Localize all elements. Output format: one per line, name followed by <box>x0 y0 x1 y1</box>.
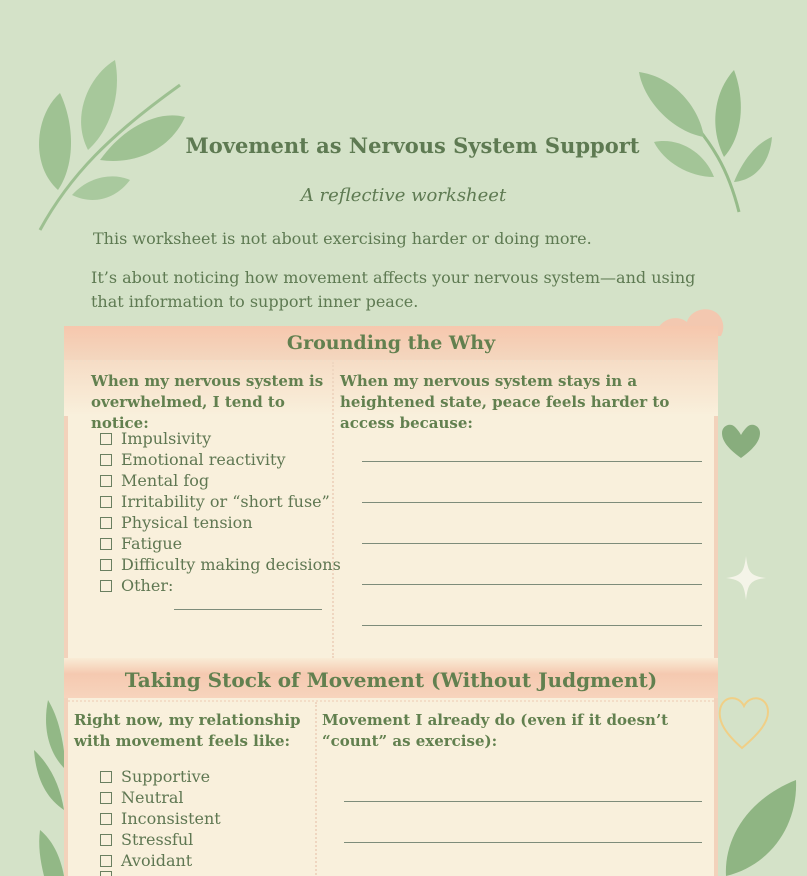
checklist-item[interactable]: Stressful <box>100 829 221 850</box>
checklist-item[interactable]: Neutral <box>100 787 221 808</box>
checklist-item[interactable]: Other: <box>100 575 341 596</box>
intro-paragraph-2: It’s about noticing how movement affects your nervous system—and using that information to support inner peace. <box>91 268 696 311</box>
checkbox[interactable] <box>100 517 112 529</box>
section1-right-heading: When my nervous system stays in a heightened state, peace feels harder to access because: <box>340 372 670 432</box>
intro-paragraph-1: This worksheet is not about exercising harder or doing more. <box>93 229 592 248</box>
section2-left-heading: Right now, my relationship with movement feels like: <box>74 711 301 750</box>
checklist-item[interactable]: Avoidant <box>100 850 221 871</box>
checklist-item[interactable]: Physical tension <box>100 512 341 533</box>
section2-heading-divider <box>68 700 714 702</box>
checklist-item[interactable]: Impulsivity <box>100 428 341 449</box>
other-write-line[interactable] <box>174 609 322 610</box>
sparkle-icon <box>726 556 766 600</box>
green-heart-icon <box>722 424 760 460</box>
checklist-item[interactable]: Fatigue <box>100 533 341 554</box>
answer-line[interactable] <box>344 801 702 802</box>
checkbox[interactable] <box>100 559 112 571</box>
checkbox[interactable] <box>100 855 112 867</box>
page-subtitle: A reflective worksheet <box>300 185 507 206</box>
page-title: Movement as Nervous System Support <box>185 133 640 158</box>
checkbox[interactable] <box>100 771 112 783</box>
section2-column-divider <box>315 702 317 876</box>
checkbox[interactable] <box>100 813 112 825</box>
answer-line[interactable] <box>362 502 702 503</box>
outline-heart-icon <box>716 690 772 752</box>
checkbox[interactable] <box>100 433 112 445</box>
checklist-item[interactable]: Mental fog <box>100 470 341 491</box>
checklist-item[interactable]: Supportive <box>100 766 221 787</box>
answer-line[interactable] <box>362 584 702 585</box>
relationship-checklist <box>100 766 221 876</box>
section1-left-heading: When my nervous system is overwhelmed, I tend to notice: <box>91 372 324 432</box>
leaf-right-bottom-icon <box>716 780 807 876</box>
section-heading-taking-stock: Taking Stock of Movement (Without Judgment) <box>64 658 718 698</box>
checklist-item[interactable]: Emotional reactivity <box>100 449 341 470</box>
checkbox[interactable] <box>100 871 112 876</box>
checkbox[interactable] <box>100 792 112 804</box>
overwhelm-checklist <box>100 428 341 596</box>
worksheet-card <box>64 326 718 876</box>
checklist-item[interactable]: Irritability or “short fuse” <box>100 491 341 512</box>
checkbox[interactable] <box>100 538 112 550</box>
checklist-item[interactable]: Difficulty making decisions <box>100 554 341 575</box>
checkbox[interactable] <box>100 475 112 487</box>
checklist-item[interactable] <box>100 871 221 876</box>
answer-line[interactable] <box>362 625 702 626</box>
checkbox[interactable] <box>100 454 112 466</box>
answer-line[interactable] <box>362 461 702 462</box>
checklist-item[interactable]: Inconsistent <box>100 808 221 829</box>
checkbox[interactable] <box>100 580 112 592</box>
answer-line[interactable] <box>344 842 702 843</box>
section-heading-grounding: Grounding the Why <box>64 326 718 360</box>
checkbox[interactable] <box>100 834 112 846</box>
section1-top-divider <box>68 360 714 362</box>
section2-right-heading: Movement I already do (even if it doesn’t “count” as exercise): <box>322 711 669 750</box>
checkbox[interactable] <box>100 496 112 508</box>
answer-line[interactable] <box>362 543 702 544</box>
